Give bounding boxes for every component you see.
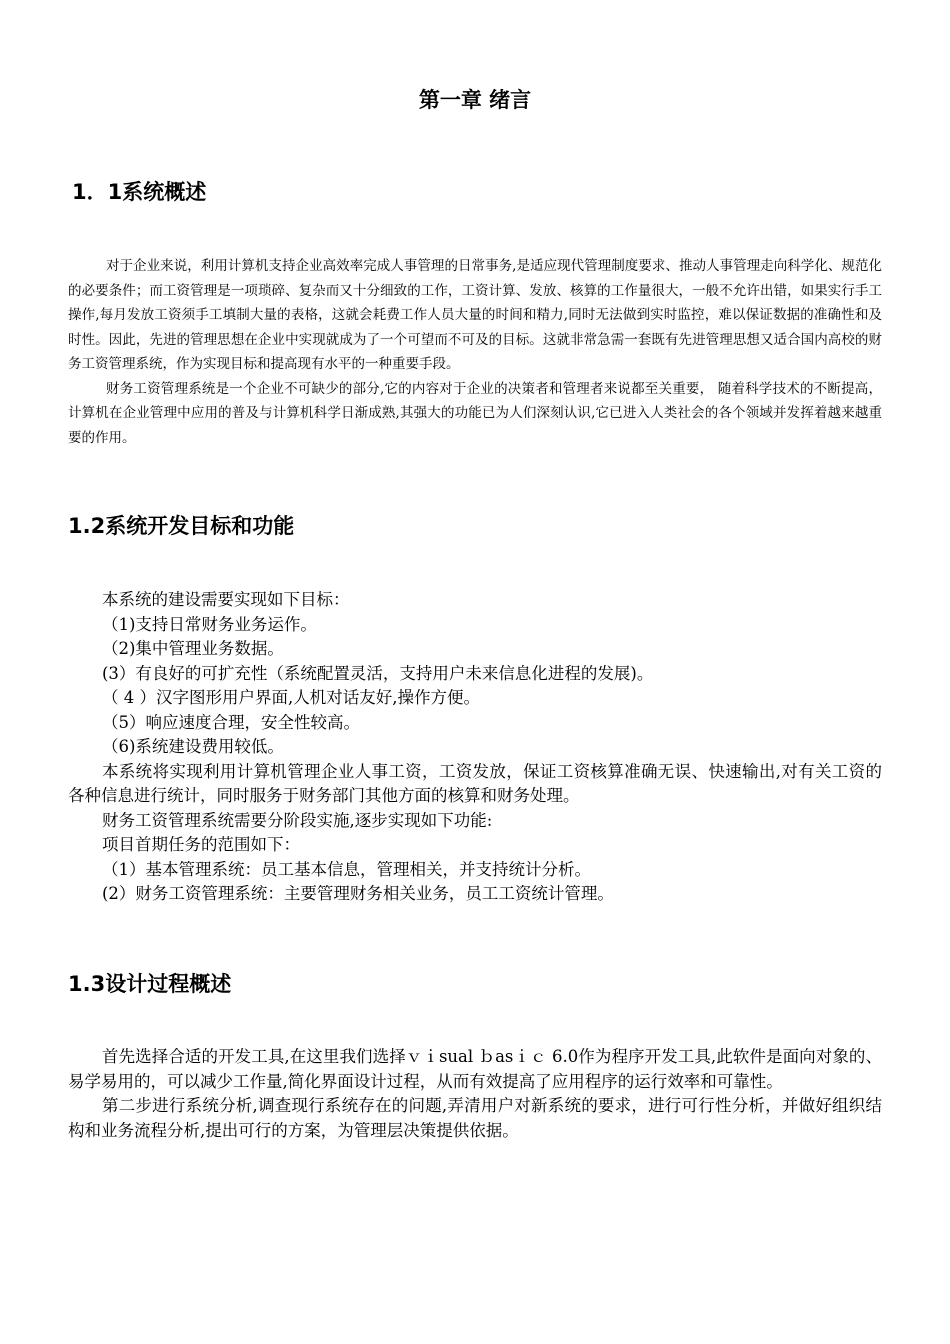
- section-1-3-body: [68, 1045, 882, 1143]
- list-item: （1）基本管理系统：员工基本信息，管理相关，并支持统计分析。: [102, 859, 591, 879]
- list-item: （1)支持日常财务业务运作。: [102, 614, 317, 634]
- list-item: （2)集中管理业务数据。: [102, 639, 284, 658]
- section-heading-1-3: 1.3设计过程概述: [68, 972, 232, 996]
- list-item: (2）财务工资管理系统：主要管理财务相关业务，员工工资统计管理。: [102, 884, 614, 903]
- paragraph: 财务工资管理系统是一个企业不可缺少的部分,它的内容对于企业的决策者和管理者来说都至关重要， 随着科学技术的不断提高， 计算机在企业管理中应用的普及与计算机科学日渐成熟,其强大的功能已为人们深刻认识,它已进入人类社会的各个领域并发挥着越来越重要的作用。: [68, 380, 882, 446]
- list-item: （ 4 ）汉字图形用户界面,人机对话友好,操作方便。: [102, 688, 480, 707]
- paragraph: 对于企业来说，利用计算机支持企业高效率完成人事管理的日常事务,是适应现代管理制度要求、推动人事管理走向科学化、规范化的必要条件；而工资管理是一项琐碎、复杂而又十分细致的工作，工资计算、发放、核算的工作量很大，一般不允许出错，如果实行手工操作,每月发放工资须手工填制大量的表格，这就会耗费工作人员大量的时间和精力,同时无法做到实时监控，难以保证数据的准确性和及时性。因此，先进的管理思想在企业中实现就成为了一个可望而不可及的目标。这就非常急需一套既有先进管理思想又适合国内高校的财务工资管理系统，作为实现目标和提高现有水平的一种重要手段。: [68, 258, 882, 372]
- section-1-2-body: [68, 588, 882, 907]
- paragraph: 财务工资管理系统需要分阶段实施,逐步实现如下功能:: [102, 810, 493, 830]
- list-intro: 本系统的建设需要实现如下目标：: [102, 590, 350, 609]
- list-item: (3）有良好的可扩充性（系统配置灵活，支持用户未来信息化进程的发展)。: [102, 663, 654, 683]
- chapter-title: 第一章 绪言: [418, 88, 532, 112]
- list-item: （5）响应速度合理，安全性较高。: [102, 712, 360, 732]
- paragraph: 项目首期任务的范围如下：: [102, 835, 300, 854]
- list-item: （6)系统建设费用较低。: [102, 737, 284, 756]
- paragraph: 首先选择合适的开发工具,在这里我们选择ｖｉsual ｂasｉｃ 6.0作为程序开发工具,此软件是面向对象的、易学易用的，可以减少工作量,简化界面设计过程，从而有效提高了应用程序的运行效率和可靠性。: [68, 1047, 882, 1091]
- paragraph: 本系统将实现利用计算机管理企业人事工资，工资发放，保证工资核算准确无误、快速输出,对有关工资的各种信息进行统计，同时服务于财务部门其他方面的核算和财务处理。: [68, 761, 882, 805]
- section-heading-1-2: 1.2系统开发目标和功能: [68, 514, 295, 538]
- paragraph: 第二步进行系统分析,调查现行系统存在的问题,弄清用户对新系统的要求，进行可行性分析，并做好组织结构和业务流程分析,提出可行的方案，为管理层决策提供依据。: [68, 1096, 882, 1140]
- section-heading-1-1: 1．1系统概述: [72, 180, 207, 204]
- section-1-1-body: [68, 254, 882, 450]
